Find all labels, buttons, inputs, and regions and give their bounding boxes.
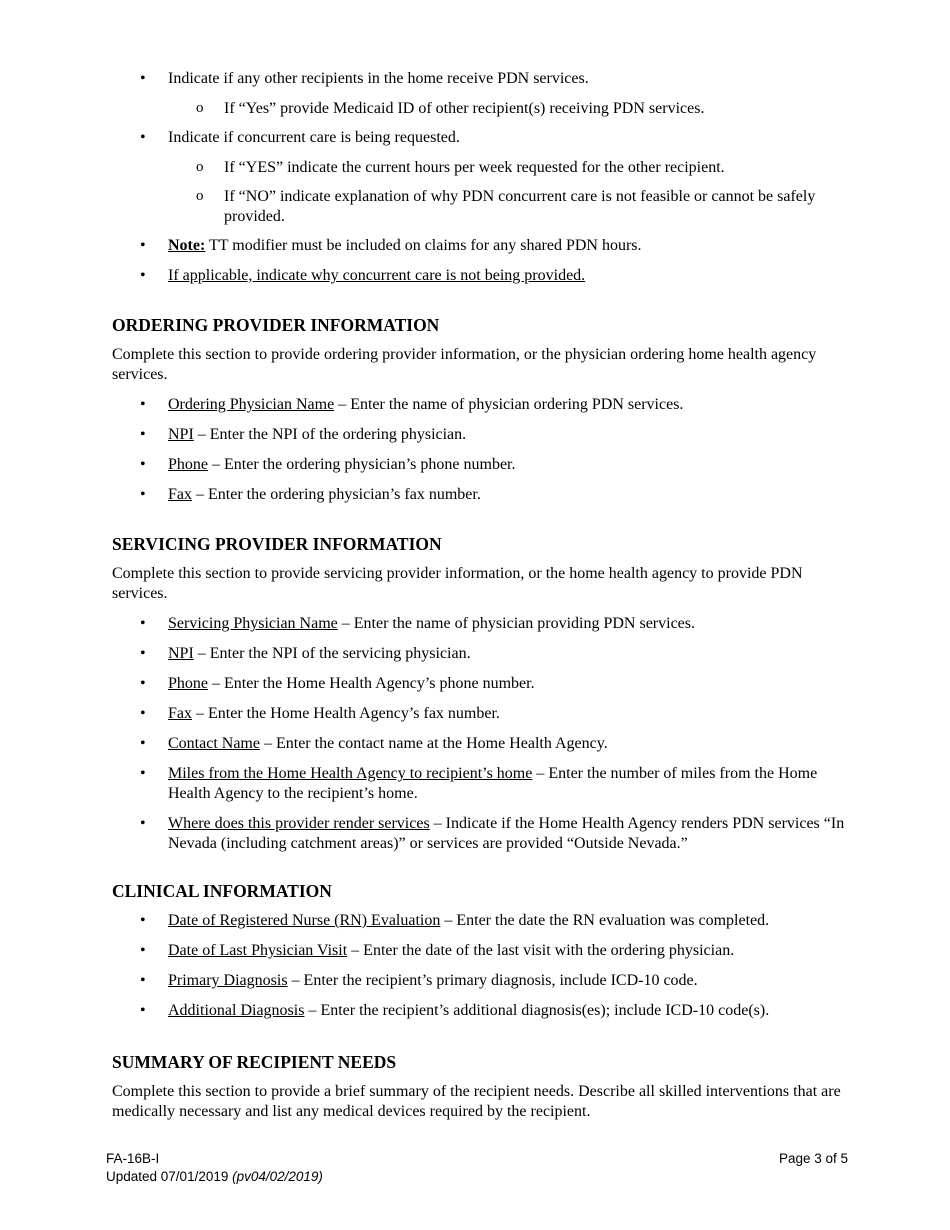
list-item: • Additional Diagnosis – Enter the recipient’s additional diagnosis(es); include ICD-10 code(s). xyxy=(0,1001,950,1021)
list-item: • NPI – Enter the NPI of the servicing physician. xyxy=(0,644,950,664)
applicable-item: • If applicable, indicate why concurrent care is not being provided. xyxy=(0,266,950,286)
list-item: • Phone – Enter the ordering physician’s phone number. xyxy=(0,455,950,475)
sub-list-item: o If “YES” indicate the current hours per week requested for the other recipient. xyxy=(0,158,950,178)
section-intro: Complete this section to provide servicing provider information, or the home health agency to provide PDN services. xyxy=(112,565,803,602)
list-item: • Date of Last Physician Visit – Enter the date of the last visit with the ordering physician. xyxy=(0,941,950,961)
servicing-section xyxy=(0,533,950,864)
list-item: • Indicate if concurrent care is being requested. xyxy=(0,128,950,148)
section-intro: Complete this section to provide ordering provider information, or the physician ordering home health agency services. xyxy=(112,346,817,383)
ordering-section xyxy=(0,314,950,515)
ordering-list xyxy=(0,395,950,505)
intro-section xyxy=(0,69,950,296)
note-item: • Note: TT modifier must be included on claims for any shared PDN hours. xyxy=(0,236,950,256)
list-item: • Servicing Physician Name – Enter the name of physician providing PDN services. xyxy=(0,614,950,634)
section-intro: Complete this section to provide a brief summary of the recipient needs. Describe all skilled interventions that are medically necessary and list any medical devices required by the recipient. xyxy=(112,1083,841,1120)
list-item: • Miles from the Home Health Agency to recipient’s home – Enter the number of miles from the Home Health Agency to the recipient’s home. xyxy=(0,764,950,804)
note-label: Note: xyxy=(168,237,206,254)
sub-list-item: o If “Yes” provide Medicaid ID of other recipient(s) receiving PDN services. xyxy=(0,99,950,119)
updated-line: Updated 07/01/2019 (pv04/02/2019) xyxy=(106,1169,323,1184)
page-number: Page 3 of 5 xyxy=(778,1151,848,1166)
clinical-list xyxy=(0,911,950,1021)
section-heading: SUMMARY OF RECIPIENT NEEDS xyxy=(112,1052,397,1072)
clinical-section xyxy=(0,880,950,1031)
list-item: • Fax – Enter the ordering physician’s fax number. xyxy=(0,485,950,505)
list-item: • Ordering Physician Name – Enter the name of physician ordering PDN services. xyxy=(0,395,950,415)
list-item: • Where does this provider render services – Indicate if the Home Health Agency renders PDN services “In Nevada (including catchment areas)” or services are provided “Outside Nevada.” xyxy=(0,814,950,854)
list-item: • Contact Name – Enter the contact name at the Home Health Agency. xyxy=(0,734,950,754)
list-item: • NPI – Enter the NPI of the ordering physician. xyxy=(0,425,950,445)
list-item: • Date of Registered Nurse (RN) Evaluation – Enter the date the RN evaluation was completed. xyxy=(0,911,950,931)
form-id: FA-16B-I xyxy=(106,1151,160,1166)
sub-list-item: o If “NO” indicate explanation of why PDN concurrent care is not feasible or cannot be safely provided. xyxy=(0,187,950,227)
summary-section xyxy=(0,1051,950,1122)
list-item: • Fax – Enter the Home Health Agency’s fax number. xyxy=(0,704,950,724)
section-heading: CLINICAL INFORMATION xyxy=(112,881,332,901)
section-heading: ORDERING PROVIDER INFORMATION xyxy=(112,315,440,335)
intro-list xyxy=(0,69,950,286)
list-item: • Phone – Enter the Home Health Agency’s phone number. xyxy=(0,674,950,694)
list-item: • Indicate if any other recipients in the home receive PDN services. xyxy=(0,69,950,89)
page-footer xyxy=(106,1150,848,1186)
section-heading: SERVICING PROVIDER INFORMATION xyxy=(112,534,442,554)
servicing-list xyxy=(0,614,950,854)
list-item: • Primary Diagnosis – Enter the recipient’s primary diagnosis, include ICD-10 code. xyxy=(0,971,950,991)
